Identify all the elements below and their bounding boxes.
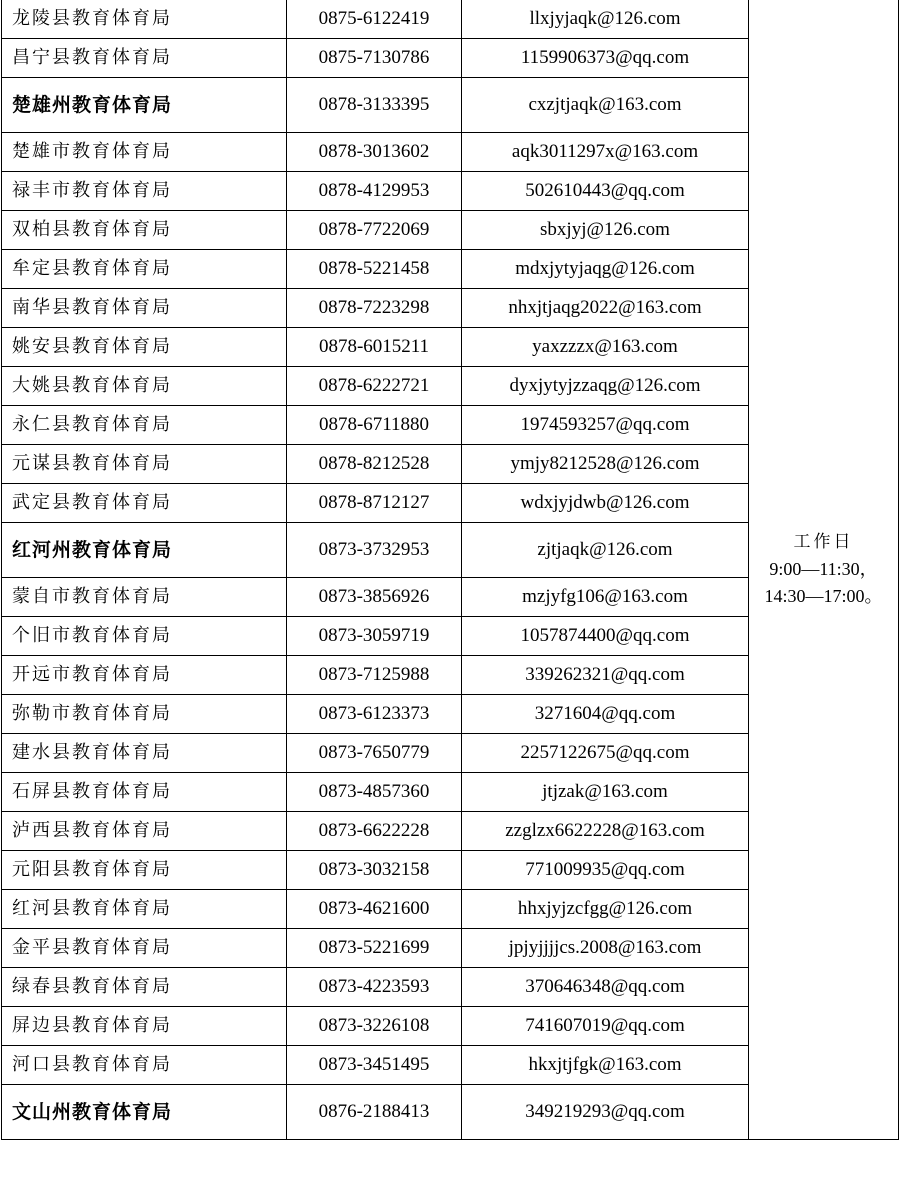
email-cell: 1057874400@qq.com: [462, 617, 749, 656]
bureau-name-cell: 文山州教育体育局: [2, 1085, 287, 1140]
bureau-name-cell: 红河县教育体育局: [2, 890, 287, 929]
phone-cell: 0878-6015211: [287, 328, 462, 367]
office-hours-cell: [749, 0, 899, 1140]
phone-cell: 0873-5221699: [287, 929, 462, 968]
email-cell: 339262321@qq.com: [462, 656, 749, 695]
phone-cell: 0878-6711880: [287, 406, 462, 445]
bureau-name-cell: 河口县教育体育局: [2, 1046, 287, 1085]
contact-table-body: [2, 0, 899, 1140]
phone-cell: 0878-7722069: [287, 211, 462, 250]
bureau-name-cell: 建水县教育体育局: [2, 734, 287, 773]
phone-cell: 0878-3133395: [287, 78, 462, 133]
email-cell: mzjyfg106@163.com: [462, 578, 749, 617]
phone-cell: 0873-3059719: [287, 617, 462, 656]
bureau-name-cell: 龙陵县教育体育局: [2, 0, 287, 39]
hours-morning: 9:00—11:30，: [769, 559, 878, 579]
bureau-name-cell: 牟定县教育体育局: [2, 250, 287, 289]
email-cell: ymjy8212528@126.com: [462, 445, 749, 484]
phone-cell: 0873-4857360: [287, 773, 462, 812]
email-cell: wdxjyjdwb@126.com: [462, 484, 749, 523]
email-cell: hhxjyjzcfgg@126.com: [462, 890, 749, 929]
email-cell: yaxzzzx@163.com: [462, 328, 749, 367]
phone-cell: 0873-3732953: [287, 523, 462, 578]
bureau-name-cell: 红河州教育体育局: [2, 523, 287, 578]
email-cell: zzglzx6622228@163.com: [462, 812, 749, 851]
email-cell: dyxjytyjzzaqg@126.com: [462, 367, 749, 406]
phone-cell: 0873-4621600: [287, 890, 462, 929]
bureau-name-cell: 绿春县教育体育局: [2, 968, 287, 1007]
bureau-name-cell: 武定县教育体育局: [2, 484, 287, 523]
bureau-name-cell: 石屏县教育体育局: [2, 773, 287, 812]
bureau-name-cell: 元谋县教育体育局: [2, 445, 287, 484]
bureau-name-cell: 昌宁县教育体育局: [2, 39, 287, 78]
phone-cell: 0873-6622228: [287, 812, 462, 851]
bureau-name-cell: 个旧市教育体育局: [2, 617, 287, 656]
hours-afternoon: 14:30—17:00。: [764, 586, 883, 606]
bureau-name-cell: 泸西县教育体育局: [2, 812, 287, 851]
email-cell: zjtjaqk@126.com: [462, 523, 749, 578]
email-cell: 349219293@qq.com: [462, 1085, 749, 1140]
email-cell: 502610443@qq.com: [462, 172, 749, 211]
phone-cell: 0873-3856926: [287, 578, 462, 617]
email-cell: llxjyjaqk@126.com: [462, 0, 749, 39]
phone-cell: 0878-8212528: [287, 445, 462, 484]
bureau-name-cell: 金平县教育体育局: [2, 929, 287, 968]
email-cell: cxzjtjaqk@163.com: [462, 78, 749, 133]
email-cell: 1974593257@qq.com: [462, 406, 749, 445]
phone-cell: 0873-4223593: [287, 968, 462, 1007]
phone-cell: 0878-7223298: [287, 289, 462, 328]
email-cell: 1159906373@qq.com: [462, 39, 749, 78]
email-cell: 370646348@qq.com: [462, 968, 749, 1007]
phone-cell: 0878-8712127: [287, 484, 462, 523]
bureau-name-cell: 弥勒市教育体育局: [2, 695, 287, 734]
email-cell: 741607019@qq.com: [462, 1007, 749, 1046]
email-cell: sbxjyj@126.com: [462, 211, 749, 250]
phone-cell: 0875-7130786: [287, 39, 462, 78]
phone-cell: 0873-7650779: [287, 734, 462, 773]
phone-cell: 0878-3013602: [287, 133, 462, 172]
phone-cell: 0875-6122419: [287, 0, 462, 39]
bureau-name-cell: 元阳县教育体育局: [2, 851, 287, 890]
phone-cell: 0878-5221458: [287, 250, 462, 289]
phone-cell: 0873-7125988: [287, 656, 462, 695]
email-cell: jtjzak@163.com: [462, 773, 749, 812]
email-cell: nhxjtjaqg2022@163.com: [462, 289, 749, 328]
phone-cell: 0873-6123373: [287, 695, 462, 734]
email-cell: 2257122675@qq.com: [462, 734, 749, 773]
phone-cell: 0873-3226108: [287, 1007, 462, 1046]
bureau-name-cell: 南华县教育体育局: [2, 289, 287, 328]
email-cell: jpjyjjjjcs.2008@163.com: [462, 929, 749, 968]
email-cell: mdxjytyjaqg@126.com: [462, 250, 749, 289]
bureau-name-cell: 姚安县教育体育局: [2, 328, 287, 367]
phone-cell: 0876-2188413: [287, 1085, 462, 1140]
bureau-name-cell: 开远市教育体育局: [2, 656, 287, 695]
bureau-name-cell: 楚雄州教育体育局: [2, 78, 287, 133]
phone-cell: 0873-3032158: [287, 851, 462, 890]
email-cell: 3271604@qq.com: [462, 695, 749, 734]
bureau-name-cell: 楚雄市教育体育局: [2, 133, 287, 172]
table-row: [2, 0, 899, 39]
phone-cell: 0873-3451495: [287, 1046, 462, 1085]
bureau-name-cell: 禄丰市教育体育局: [2, 172, 287, 211]
phone-cell: 0878-6222721: [287, 367, 462, 406]
phone-cell: 0878-4129953: [287, 172, 462, 211]
bureau-name-cell: 蒙自市教育体育局: [2, 578, 287, 617]
email-cell: hkxjtjfgk@163.com: [462, 1046, 749, 1085]
hours-title: 工作日: [793, 532, 854, 552]
contact-table: [1, 0, 899, 1140]
email-cell: aqk3011297x@163.com: [462, 133, 749, 172]
bureau-name-cell: 大姚县教育体育局: [2, 367, 287, 406]
email-cell: 771009935@qq.com: [462, 851, 749, 890]
bureau-name-cell: 屏边县教育体育局: [2, 1007, 287, 1046]
bureau-name-cell: 双柏县教育体育局: [2, 211, 287, 250]
bureau-name-cell: 永仁县教育体育局: [2, 406, 287, 445]
